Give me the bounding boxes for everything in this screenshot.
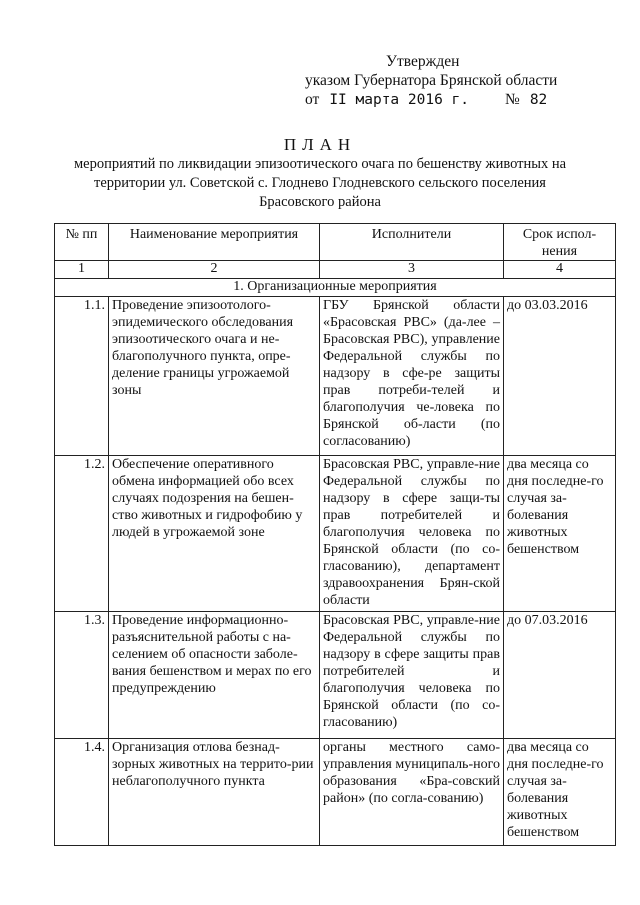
row-activity: Проведение эпизоотолого-эпидемического обследования эпизоотического очага и не-благополучного пункта, опре-деление границы угрожаемой зоны <box>109 297 320 456</box>
row-number: 1.2. <box>55 456 109 612</box>
column-number: 1 <box>55 261 109 279</box>
row-term: два месяца со дня последне-го случая за-болевания животных бешенством <box>504 739 616 846</box>
plan-table <box>54 223 616 846</box>
number-prefix: № <box>505 91 520 108</box>
row-activity: Обеспечение оперативного обмена информацией обо всех случаях подозрения на бешен-ство животных и гидрофобию у людей в угрожаемой зоне <box>109 456 320 612</box>
decree-date: II марта 2016 г. <box>329 92 470 108</box>
date-prefix: от <box>305 91 320 108</box>
row-number: 1.4. <box>55 739 109 846</box>
row-activity: Организация отлова безнад-зорных животных на террито-рии неблагополучного пункта <box>109 739 320 846</box>
column-header-number: № пп <box>55 224 109 261</box>
column-header-name: Наименование мероприятия <box>109 224 320 261</box>
row-executors: органы местного само-управления муниципаль-ного образования «Бра-совский район» (по согла-сованию) <box>320 739 504 846</box>
document-subtitle: мероприятий по ликвидации эпизоотического очага по бешенству животных на территории ул. Советской с. Глоднево Глодневского сельского поселения Брасовского района <box>73 156 567 210</box>
column-header-term: Срок испол-нения <box>504 224 616 261</box>
column-number: 4 <box>504 261 616 279</box>
table-row <box>55 456 616 612</box>
decree-number: 82 <box>529 92 548 108</box>
document-title: ПЛАН <box>283 135 357 154</box>
table-row <box>55 739 616 846</box>
table-row <box>55 297 616 456</box>
decree-label: указом Губернатора Брянской области <box>305 72 558 89</box>
approval-block <box>305 52 625 110</box>
section-row <box>55 279 616 297</box>
column-number: 3 <box>320 261 504 279</box>
row-executors: ГБУ Брянской области «Брасовская РВС» (да-лее – Брасовская РВС), управление Федеральной службы по надзору в сфе-ре защиты прав потреби-телей и благополучия че-ловека по Брянской об-ласти (по согласованию) <box>320 297 504 456</box>
column-header-executors: Исполнители <box>320 224 504 261</box>
row-activity: Проведение информационно-разъяснительной работы с на-селением об опасности заболе-вания бешенством и мерах по его предупреждению <box>109 612 320 739</box>
row-number: 1.3. <box>55 612 109 739</box>
row-number: 1.1. <box>55 297 109 456</box>
column-numbers-row <box>55 261 616 279</box>
row-term: до 07.03.2016 <box>504 612 616 739</box>
section-title: 1. Организационные мероприятия <box>55 279 616 297</box>
row-term: два месяца со дня последне-го случая за-болевания животных бешенством <box>504 456 616 612</box>
decree-date-line <box>305 90 625 110</box>
column-number: 2 <box>109 261 320 279</box>
table-row <box>55 612 616 739</box>
row-executors: Брасовская РВС, управле-ние Федеральной службы по надзору в сфере защи-ты прав потребителей и благополучия человека по Брянской области (по со-гласованию), департамент здравоохранения Брян-ской области <box>320 456 504 612</box>
approved-label: Утвержден <box>386 53 460 70</box>
row-term: до 03.03.2016 <box>504 297 616 456</box>
row-executors: Брасовская РВС, управле-ние Федеральной службы по надзору в сфере защиты прав потребителей и благополучия человека по Брянской области (по со-гласованию) <box>320 612 504 739</box>
table-header-row <box>55 224 616 261</box>
